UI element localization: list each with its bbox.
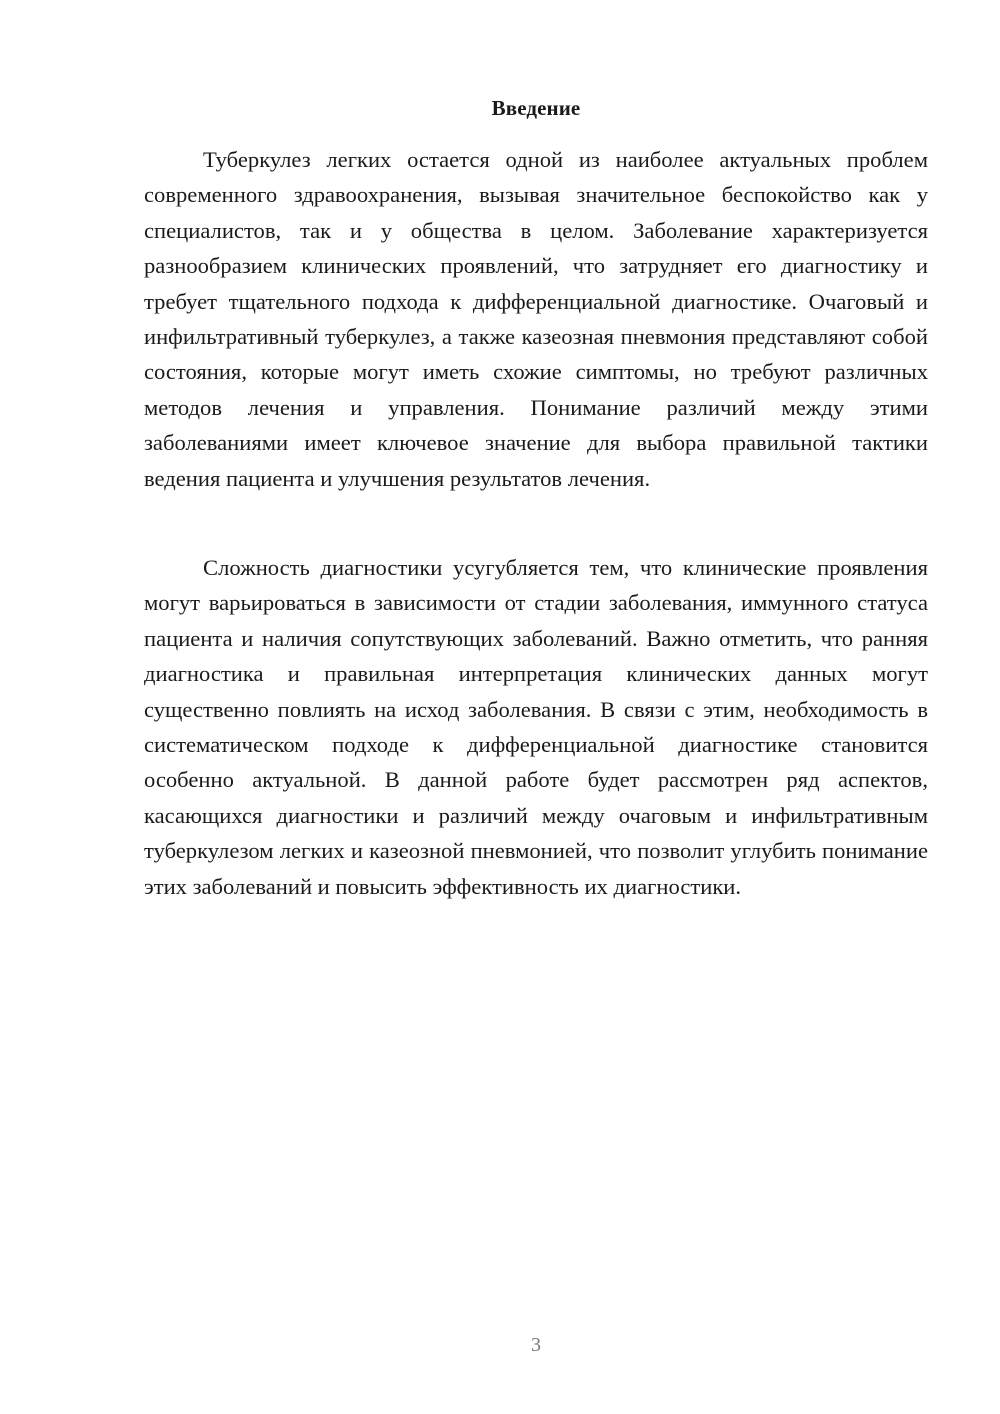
paragraph-intro: Туберкулез легких остается одной из наиболее актуальных проблем современного здравоохранения, вызывая значительное беспокойство как у специалистов, так и у общества в целом. Заболевание характеризуется разнообразием клинических проявлений, что затрудняет его диагностику и требует тщательного подхода к дифференциальной диагностике. Очаговый и инфильтративный туберкулез, а также казеозная пневмония представляют собой состояния, которые могут иметь схожие симптомы, но требуют различных методов лечения и управления. Понимание различий между этими заболеваниями имеет ключевое значение для выбора правильной тактики ведения пациента и улучшения результатов лечения.	[144, 147, 928, 491]
paragraph-diagnostics: Сложность диагностики усугубляется тем, что клинические проявления могут варьироваться в зависимости от стадии заболевания, иммунного статуса пациента и наличия сопутствующих заболеваний. Важно отметить, что ранняя диагностика и правильная интерпретация клинических данных могут существенно повлиять на исход заболевания. В связи с этим, необходимость в систематическом подходе к дифференциальной диагностике становится особенно актуальной. В данной работе будет рассмотрен ряд аспектов, касающихся диагностики и различий между очаговым и инфильтративным туберкулезом легких и казеозной пневмонией, что позволит углубить понимание этих заболеваний и повысить эффективность их диагностики.	[144, 555, 928, 899]
page-number: 3	[531, 1334, 541, 1356]
section-heading: Введение	[491, 96, 581, 120]
